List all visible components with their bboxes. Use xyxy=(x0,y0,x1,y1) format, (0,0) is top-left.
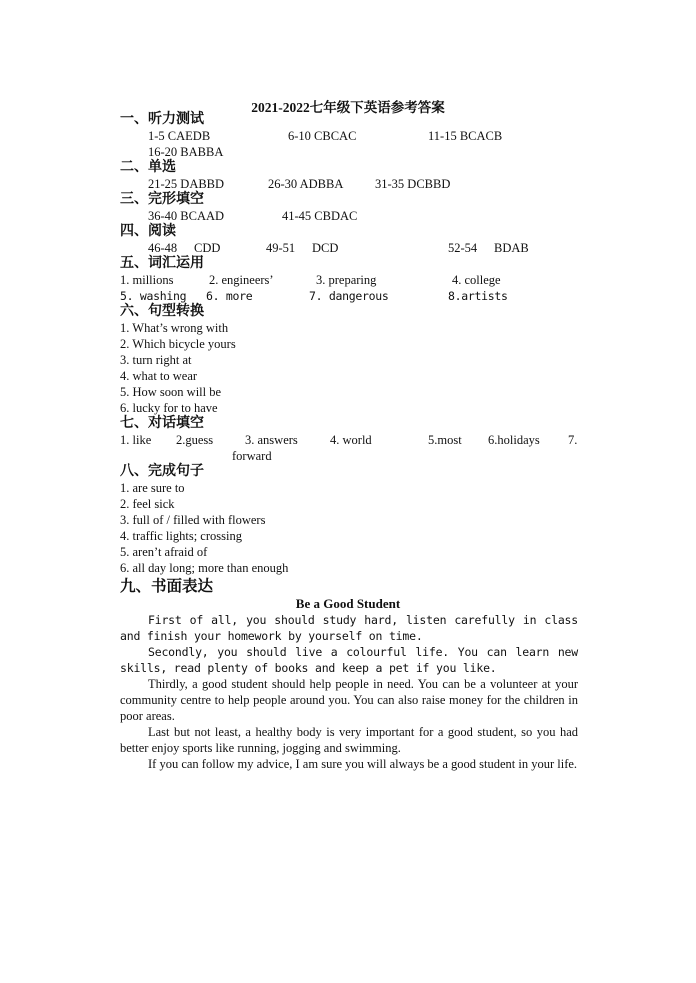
list-item: 3. turn right at xyxy=(120,353,192,367)
answer-item-continued: forward xyxy=(232,449,272,463)
answer-item: 5.most xyxy=(428,433,462,447)
list-item: 4. traffic lights; crossing xyxy=(120,529,242,543)
answer-item: 2. engineers’ xyxy=(209,273,274,287)
section-cloze-heading: 三、完形填空 xyxy=(120,192,204,207)
list-item: 2. Which bicycle yours xyxy=(120,337,236,351)
answer-range: 36-40 BCAAD xyxy=(148,209,225,223)
answer-range-label: 49-51 xyxy=(266,241,296,255)
list-item: 2. feel sick xyxy=(120,497,175,511)
section-sentences-heading: 八、完成句子 xyxy=(120,464,204,479)
answer-range: 6-10 CBCAC xyxy=(288,129,357,143)
answer-item: 3. answers xyxy=(245,433,298,447)
answer-item: 1. like xyxy=(120,433,152,447)
list-item: 4. what to wear xyxy=(120,369,198,383)
answer-item: 7. dangerous xyxy=(309,289,389,303)
section-dialogue-heading: 七、对话填空 xyxy=(120,416,204,431)
answer-range: 31-35 DCBBD xyxy=(375,177,451,191)
answer-item: 8.artists xyxy=(448,289,508,303)
answer-item: 3. preparing xyxy=(316,273,377,287)
list-item: 6. all day long; more than enough xyxy=(120,561,289,575)
answer-range: 11-15 BCACB xyxy=(428,129,503,143)
essay-paragraph: Last but not least, a healthy body is very important for a good student, so you had better enjoy sports like running, jogging and swimming. xyxy=(120,725,578,755)
answer-range-label: 52-54 xyxy=(448,241,478,255)
list-item: 1. What’s wrong with xyxy=(120,321,229,335)
section-vocabulary-heading: 五、词汇运用 xyxy=(120,256,204,271)
answer-item: 1. millions xyxy=(120,273,174,287)
section-transformation-heading: 六、句型转换 xyxy=(120,304,204,319)
answer-item: 4. college xyxy=(452,273,501,287)
answer-range: 1-5 CAEDB xyxy=(148,129,211,143)
list-item: 6. lucky for to have xyxy=(120,401,218,415)
answer-item: 6.holidays xyxy=(488,433,540,447)
answer-item: 6. more xyxy=(206,289,253,303)
answer-range-label: 46-48 xyxy=(148,241,178,255)
section-listening-heading: 一、听力测试 xyxy=(120,112,204,127)
answer-value: DCD xyxy=(312,241,339,255)
answer-range: 26-30 ADBBA xyxy=(268,177,344,191)
essay-body xyxy=(120,612,578,772)
essay-paragraph: If you can follow my advice, I am sure you will always be a good student in your life. xyxy=(148,757,578,771)
essay-paragraph: First of all, you should study hard, listen carefully in class and finish your homework by yourself on time. xyxy=(120,613,578,643)
list-item: 3. full of / filled with flowers xyxy=(120,513,266,527)
list-item: 5. How soon will be xyxy=(120,385,222,399)
answer-item: 5. washing xyxy=(120,289,187,303)
section-reading-heading: 四、阅读 xyxy=(120,224,176,239)
answer-range: 41-45 CBDAC xyxy=(282,209,358,223)
answer-value: BDAB xyxy=(494,241,529,255)
answer-item: 7. xyxy=(568,433,578,447)
section-writing-heading: 九、书面表达 xyxy=(120,578,214,595)
answer-range: 21-25 DABBD xyxy=(148,177,225,191)
list-item: 5. aren’t afraid of xyxy=(120,545,208,559)
answer-range: 16-20 BABBA xyxy=(148,145,224,159)
answer-value: CDD xyxy=(194,241,221,255)
list-item: 1. are sure to xyxy=(120,481,185,495)
essay-paragraph: Thirdly, a good student should help people in need. You can be a volunteer at your community centre to help people around you. You can also raise money for the children in poor areas. xyxy=(120,677,578,723)
document-title: 2021-2022七年级下英语参考答案 xyxy=(251,100,445,115)
essay-title: Be a Good Student xyxy=(295,596,401,611)
essay-paragraph: Secondly, you should live a colourful life. You can learn new skills, read plenty of books and keep a pet if you like. xyxy=(120,645,578,675)
answer-item: 2.guess xyxy=(176,433,214,447)
answer-item: 4. world xyxy=(330,433,372,447)
section-choice-heading: 二、单选 xyxy=(120,160,176,175)
